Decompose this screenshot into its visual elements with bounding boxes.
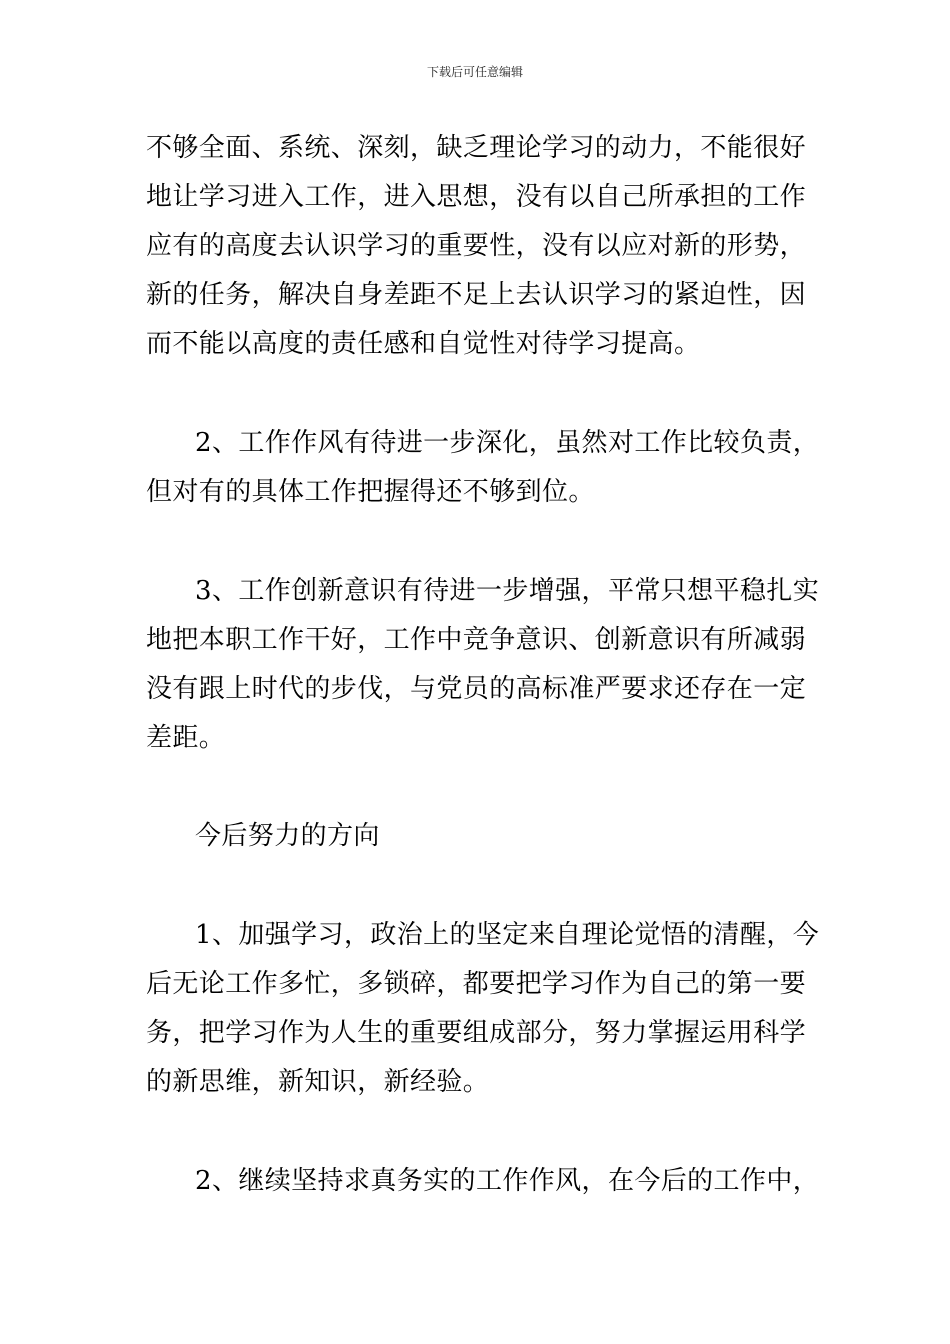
text-line: 而不能以高度的责任感和自觉性对待学习提高。 xyxy=(146,329,701,359)
text-line: 地让学习进入工作，进入思想，没有以自己所承担的工作 xyxy=(146,182,807,212)
text-line: 应有的高度去认识学习的重要性，没有以应对新的形势， xyxy=(146,231,807,261)
text-line: 不够全面、系统、深刻，缺乏理论学习的动力，不能很好 xyxy=(146,133,807,163)
text-line: 没有跟上时代的步伐，与党员的高标准严要求还存在一定 xyxy=(146,674,807,704)
text-line: 1、加强学习，政治上的坚定来自理论觉悟的清醒，今 xyxy=(195,920,820,950)
text-line: 2、工作作风有待进一步深化，虽然对工作比较负责， xyxy=(195,428,820,458)
text-line: 地把本职工作干好，工作中竞争意识、创新意识有所减弱 xyxy=(146,625,807,655)
text-line: 3、工作创新意识有待进一步增强，平常只想平稳扎实 xyxy=(195,576,820,606)
text-line: 的新思维，新知识，新经验。 xyxy=(146,1067,490,1097)
text-line: 但对有的具体工作把握得还不够到位。 xyxy=(146,477,595,507)
section-heading: 今后努力的方向 xyxy=(195,821,380,851)
text-line: 2、继续坚持求真务实的工作作风，在今后的工作中， xyxy=(195,1166,820,1196)
text-line: 新的任务，解决自身差距不足上去认识学习的紧迫性，因 xyxy=(146,280,807,310)
text-line: 后无论工作多忙，多锁碎，都要把学习作为自己的第一要 xyxy=(146,969,807,999)
page-header: 下载后可任意编辑 xyxy=(426,65,523,79)
text-line: 差距。 xyxy=(146,723,226,753)
text-line: 务，把学习作为人生的重要组成部分，努力掌握运用科学 xyxy=(146,1018,807,1048)
